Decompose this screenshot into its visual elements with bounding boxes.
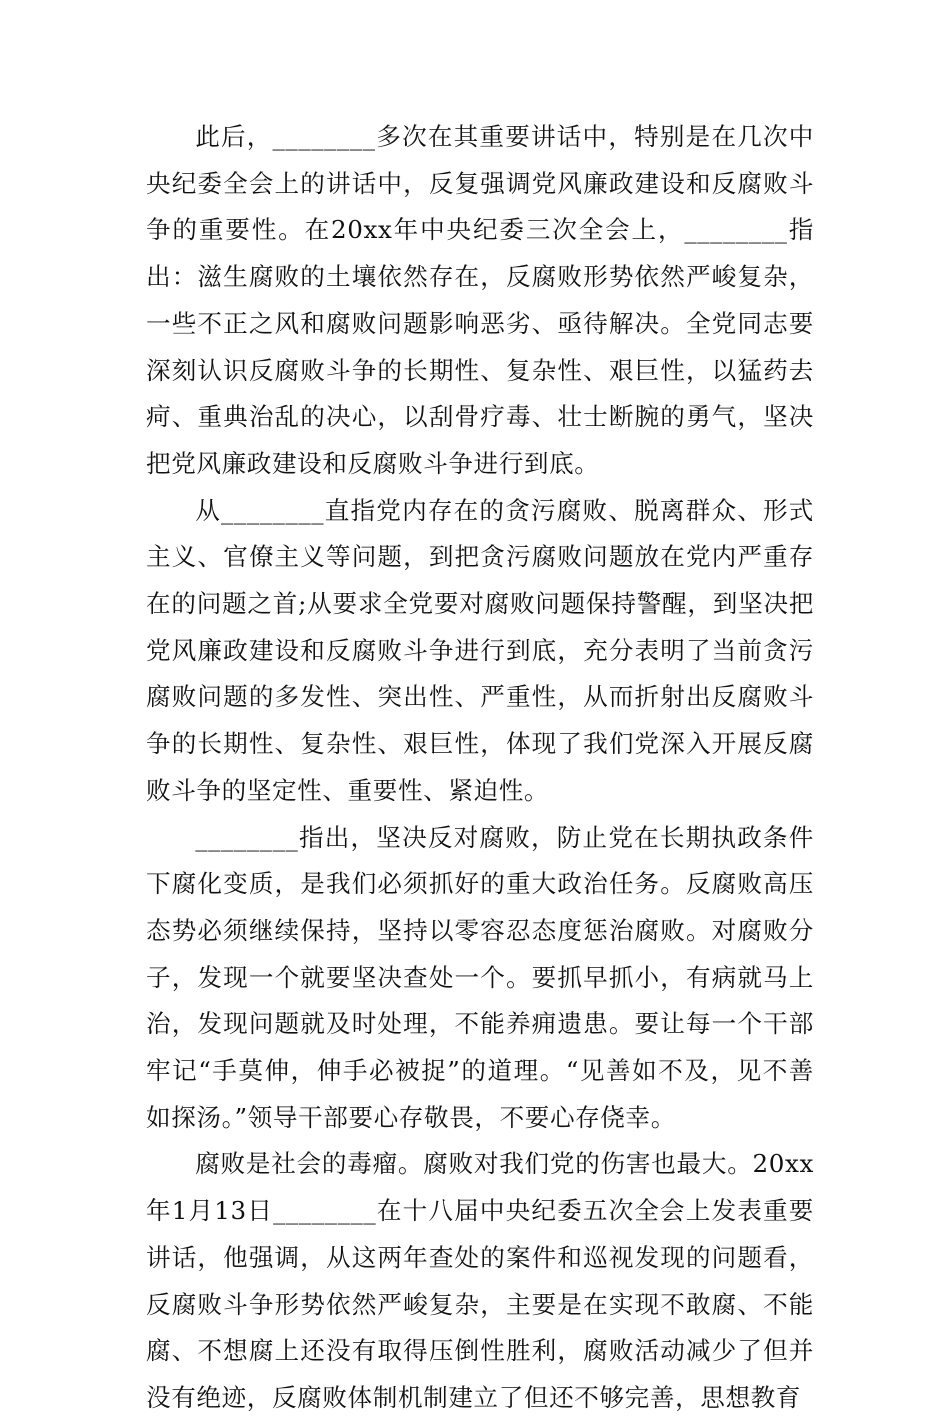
paragraph-1: 此后，________多次在其重要讲话中，特别是在几次中央纪委全会上的讲话中，反复强调党风廉政建设和反腐败斗争的重要性。在20xx年中央纪委三次全会上，________指出：滋生腐败的土壤依然存在，反腐败形势依然严峻复杂，一些不正之风和腐败问题影响恶劣、亟待解决。全党同志要深刻认识反腐败斗争的长期性、复杂性、艰巨性，以猛药去疴、重典治乱的决心，以刮骨疗毒、壮士断腕的勇气，坚决把党风廉政建设和反腐败斗争进行到底。 — [146, 122, 814, 478]
document-body — [146, 114, 814, 1422]
paragraph-3: ________指出，坚决反对腐败，防止党在长期执政条件下腐化变质，是我们必须抓好的重大政治任务。反腐败高压态势必须继续保持，坚持以零容忍态度惩治腐败。对腐败分子，发现一个就要坚决查处一个。要抓早抓小，有病就马上治，发现问题就及时处理，不能养痈遗患。要让每一个干部牢记“手莫伸，伸手必被捉”的道理。“见善如不及，见不善如探汤。”领导干部要心存敬畏，不要心存侥幸。 — [146, 822, 814, 1132]
paragraph-4: 腐败是社会的毒瘤。腐败对我们党的伤害也最大。20xx年1月13日________在十八届中央纪委五次全会上发表重要讲话，他强调，从这两年查处的案件和巡视发现的问题看，反腐败斗争形势依然严峻复杂，主要是在实现不敢腐、不能腐、不想腐上还没有取得压倒性胜利，腐败活动减少了但并没有绝迹，反腐败体制机制建立了但还不够完善，思想教育 — [146, 1149, 814, 1412]
paragraph-2: 从________直指党内存在的贪污腐败、脱离群众、形式主义、官僚主义等问题，到把贪污腐败问题放在党内严重存在的问题之首;从要求全党要对腐败问题保持警醒，到坚决把党风廉政建设和反腐败斗争进行到底，充分表明了当前贪污腐败问题的多发性、突出性、严重性，从而折射出反腐败斗争的长期性、复杂性、艰巨性，体现了我们党深入开展反腐败斗争的坚定性、重要性、紧迫性。 — [146, 495, 814, 805]
